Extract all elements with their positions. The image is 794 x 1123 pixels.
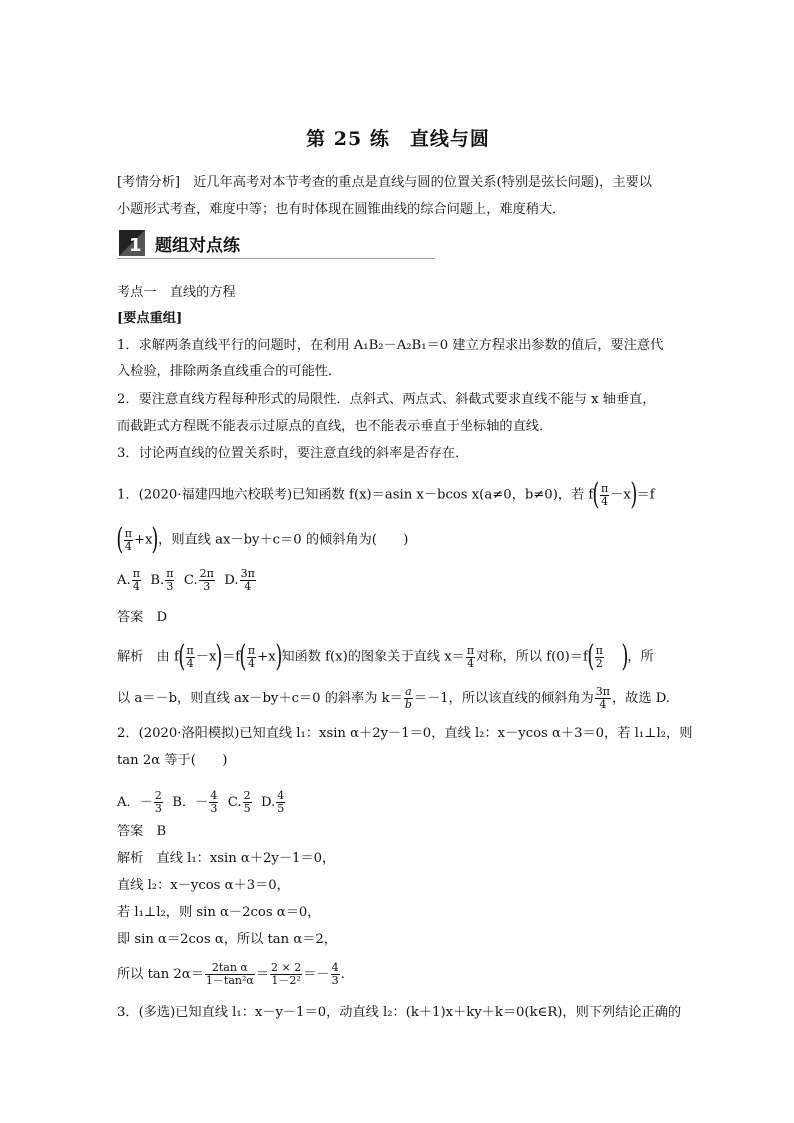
q2-solution-line: 解析 直线 l₁：xsin α＋2y－1＝0， <box>117 851 336 866</box>
key-point-line: 2．要注意直线方程每种形式的局限性．点斜式、两点式、斜截式要求直线不能与 x 轴垂直， <box>117 392 656 407</box>
section-number: 1 <box>129 235 142 256</box>
q1-stem-line-1: 1．(2020·福建四地六校联考)已知函数 f(x)＝asin x－bcos x(a≠0，b≠0)，若 f( $\frac{\pi}{4}$ －x)＝f <box>117 477 655 512</box>
section-number-badge-icon <box>119 230 145 256</box>
topic-heading: 考点一 直线的方程 <box>117 285 236 300</box>
q2-solution-final: 所以 tan 2α＝ $\frac{\text{2tan α}}{\text{1－tan²α}}$ ＝ $\frac{2 \times 2}{\text{1－2²}}$ ＝－ $\frac{4}{3}$ . <box>117 961 345 987</box>
q2-option-b: B．－ $\frac{4}{3}$ <box>172 789 218 815</box>
q2-options <box>117 790 286 815</box>
key-point-line: 1．求解两条直线平行的问题时，在利用 A₁B₂－A₂B₁＝0 建立方程求出参数的值后，要注意代 <box>117 338 664 353</box>
q2-stem-line-1: 2．(2020·洛阳模拟)已知直线 l₁：xsin α＋2y－1＝0，直线 l₂：x－ycos α＋3＝0，若 l₁⊥l₂，则 <box>117 726 693 741</box>
q2-stem-line-2: tan 2α 等于( ) <box>117 753 228 768</box>
q1-option-c: C. $\frac{2\pi}{3}$ <box>183 567 214 593</box>
q1-option-d: D. $\frac{3\pi}{4}$ <box>224 567 255 593</box>
key-point-line: 3．讨论两直线的位置关系时，要注意直线的斜率是否存在． <box>117 446 469 461</box>
q1-solution-line-1: 解析 由 f( $\frac{\pi}{4}$ －x)＝f( $\frac{\pi}{4}$ +x)知函数 f(x)的图象关于直线 x＝ $\frac{\pi}{4}$ 对称，所以 f(0)＝f( $\frac{\pi}{2}$ )，所 <box>117 639 654 674</box>
q2-answer: 答案 B <box>117 824 167 839</box>
key-points-label: [要点重组] <box>117 311 183 326</box>
analysis-line-2: 小题形式考查，难度中等；也有时体现在圆锥曲线的综合问题上，难度稍大． <box>117 202 566 217</box>
q1-answer: 答案 D <box>117 610 168 625</box>
q1-option-a: A. $\frac{\pi}{4}$ <box>117 567 140 593</box>
section-label: 题组对点练 <box>155 236 240 256</box>
q2-option-a: A．－ $\frac{2}{3}$ <box>117 789 162 815</box>
q1-stem-line-2: ( $\frac{\pi}{4}$ +x)，则直线 ax－by＋c＝0 的倾斜角为( ) <box>116 522 409 557</box>
q1-solution-line-2: 以 a＝－b，则直线 ax－by＋c＝0 的斜率为 k＝ $\frac{a}{b}$ ＝－1，所以该直线的倾斜角为 $\frac{3\pi}{4}$ ，故选 D. <box>117 685 671 711</box>
key-point-line: 而截距式方程既不能表示过原点的直线，也不能表示垂直于坐标轴的直线． <box>117 419 553 434</box>
page-title: 第 25 练 直线与圆 <box>306 128 490 150</box>
q2-option-d: D. $\frac{4}{5}$ <box>260 789 285 815</box>
q1-options <box>117 568 257 593</box>
key-point-line: 入检验，排除两条直线重合的可能性． <box>117 364 342 379</box>
section-header <box>117 228 435 259</box>
q1-option-b: B. $\frac{\pi}{3}$ <box>150 567 174 593</box>
q3-stem: 3．(多选)已知直线 l₁：x－y－1＝0，动直线 l₂：(k＋1)x＋ky＋k＝0(k∈R)，则下列结论正确的 <box>117 1005 682 1020</box>
analysis-line-1: [考情分析] 近几年高考对本节考查的重点是直线与圆的位置关系(特别是弦长问题)，主要以 <box>117 175 652 190</box>
q2-solution-line: 直线 l₂：x－ycos α＋3＝0， <box>117 878 290 893</box>
q2-solution-line: 若 l₁⊥l₂，则 sin α－2cos α＝0， <box>117 905 321 920</box>
q2-solution-line: 即 sin α＝2cos α，所以 tan α＝2， <box>117 932 337 947</box>
q2-option-c: C. $\frac{2}{5}$ <box>227 789 251 815</box>
